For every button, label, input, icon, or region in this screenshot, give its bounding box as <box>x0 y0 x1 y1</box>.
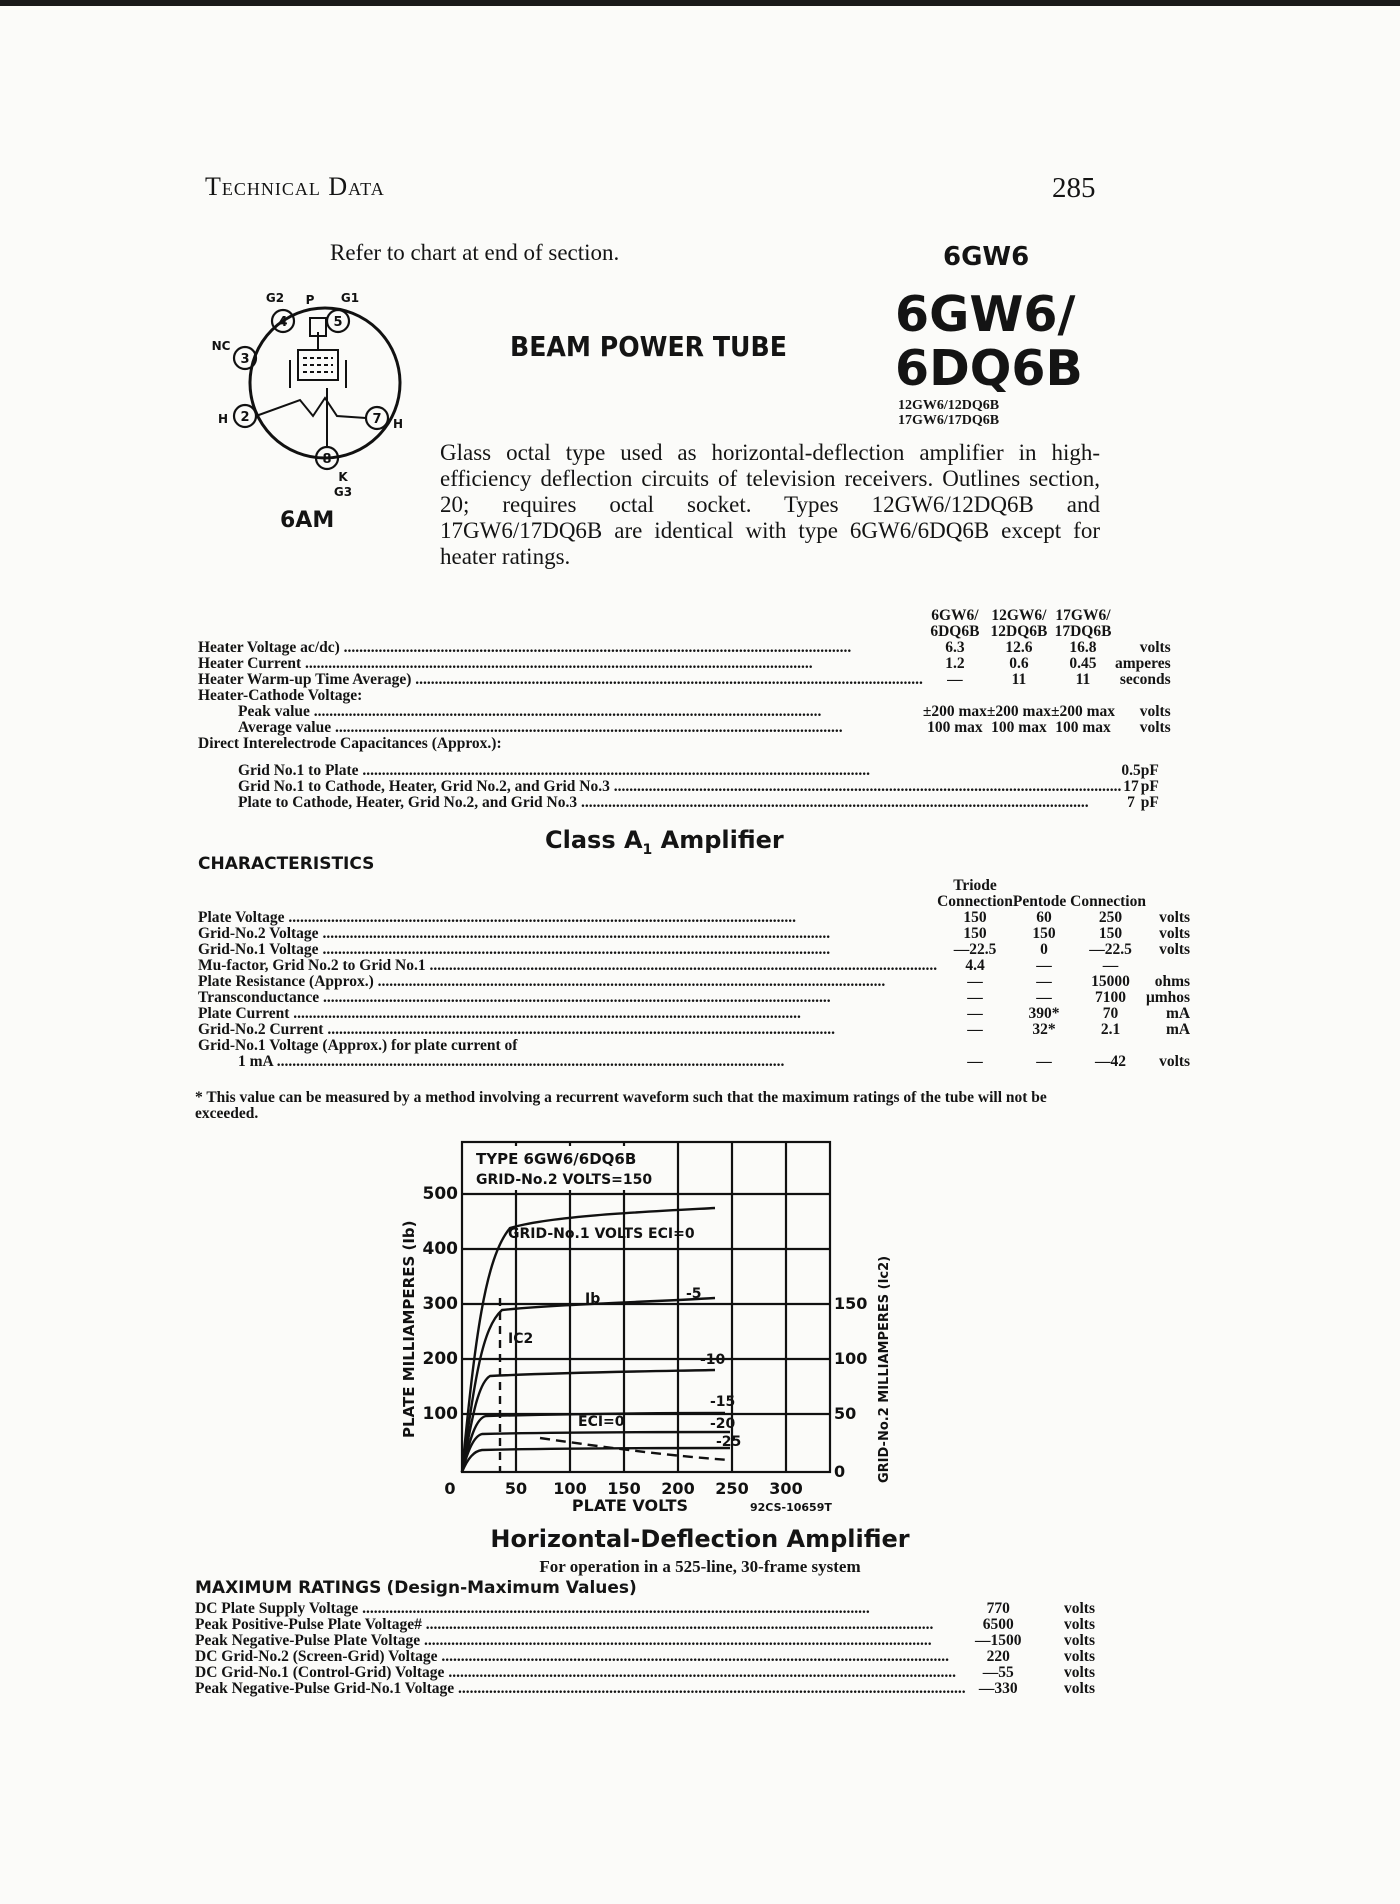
table-row <box>198 910 1190 926</box>
dot-leader: ................................................................................................................................... <box>358 1601 870 1617</box>
table-row <box>198 704 1171 720</box>
pin-3-number: 3 <box>240 352 250 367</box>
table-row <box>195 1601 1095 1617</box>
char-row-label <box>198 958 937 974</box>
graph-code: 92CS-10659T <box>750 1501 832 1514</box>
heater-value: 0.45 <box>1069 655 1097 672</box>
heater-value <box>987 688 1051 704</box>
heater-unit <box>1115 688 1171 704</box>
x-axis-label: PLATE VOLTS <box>571 1496 689 1515</box>
heater-value: ±200 max <box>1050 703 1116 720</box>
xtick-150: 150 <box>607 1479 641 1498</box>
horizontal-subtitle: For operation in a 525-line, 30-frame system <box>539 1557 861 1576</box>
dot-leader: ................................................................................................................................... <box>318 926 831 942</box>
label-nc: NC <box>211 339 231 353</box>
char-unit: volts <box>1159 1053 1191 1070</box>
dot-leader: ................................................................................................................................... <box>577 795 1089 811</box>
curve-ec1-minus25 <box>462 1448 730 1472</box>
char-value: 7100 <box>1095 989 1127 1006</box>
char-value: 32* <box>1032 1021 1056 1038</box>
dot-leader: ................................................................................................................................... <box>318 942 831 958</box>
xtick-50: 50 <box>504 1479 528 1498</box>
table-row <box>195 1681 1095 1697</box>
char-row-label <box>198 974 937 990</box>
heater-unit: amperes <box>1115 655 1171 672</box>
y2tick-50: 50 <box>834 1404 857 1423</box>
heater-row-label-text: Heater-Cathode Voltage: <box>198 688 363 704</box>
heater-row-label <box>198 640 923 656</box>
dot-leader: ................................................................................................................................... <box>272 1054 785 1070</box>
table-row <box>195 1617 1095 1633</box>
xtick-200: 200 <box>661 1479 695 1498</box>
heater-value: 12.6 <box>1005 639 1033 656</box>
scan-top-edge <box>0 0 1400 6</box>
char-value: 150 <box>963 909 987 926</box>
char-row-label-text: Grid-No.1 Voltage <box>198 942 319 958</box>
heater-value <box>1051 736 1115 752</box>
table-row <box>198 688 1171 704</box>
label-ib: Ib <box>585 1291 601 1307</box>
heater-row-label <box>198 688 923 704</box>
rating-row-label <box>195 1649 966 1665</box>
ratings-table <box>195 1601 1095 1697</box>
graph-heading-2: GRID-No.2 VOLTS=150 <box>476 1172 653 1188</box>
characteristic-curves <box>390 1138 910 1518</box>
cap-row-label <box>198 763 1121 779</box>
xtick-250: 250 <box>715 1479 749 1498</box>
y2tick-100: 100 <box>834 1349 868 1368</box>
label-minus10: -10 <box>700 1352 726 1368</box>
rating-row-label-text: Peak Positive-Pulse Plate Voltage# <box>195 1617 422 1633</box>
heater-row-label-text: Peak value <box>238 704 310 720</box>
heater-unit: seconds <box>1119 671 1171 688</box>
graph-grid <box>462 1142 830 1472</box>
char-value <box>937 1038 1013 1054</box>
table-row <box>198 795 1159 811</box>
char-value: 390* <box>1028 1005 1060 1022</box>
ratings-note: (Design-Maximum Values) <box>386 1578 637 1598</box>
dot-leader: ................................................................................................................................... <box>289 1006 801 1022</box>
label-minus20: -20 <box>710 1416 736 1432</box>
char-row-label <box>198 1022 937 1038</box>
table-row <box>198 974 1190 990</box>
char-value: — <box>1036 957 1052 974</box>
char-value: — <box>967 1021 983 1038</box>
char-value: — <box>967 973 983 990</box>
heater-unit <box>1115 736 1171 752</box>
page-number: 285 <box>1052 172 1096 204</box>
table-row <box>198 779 1159 795</box>
heater-row-label <box>198 704 923 720</box>
cap-value: 7 <box>1127 794 1135 811</box>
tube-variants <box>898 398 999 428</box>
heater-table-body <box>198 608 1171 752</box>
char-row-label-text: 1 mA <box>238 1054 273 1070</box>
heater-col-1: 12GW6/ 12DQ6B <box>990 607 1048 640</box>
char-value: — <box>967 989 983 1006</box>
tube-title-line2: 6DQ6B <box>895 340 1083 397</box>
table-row <box>198 720 1171 736</box>
dot-leader: ................................................................................................................................... <box>425 958 938 974</box>
heater-value: ±200 max <box>986 703 1051 720</box>
running-header: Technical Data <box>205 172 385 201</box>
dot-leader: ................................................................................................................................... <box>331 720 843 736</box>
pin-8-number: 8 <box>322 452 332 467</box>
char-row-label-text: Plate Voltage <box>198 910 285 926</box>
variant-1: 12GW6/12DQ6B <box>898 398 1000 413</box>
char-value: — <box>1036 973 1052 990</box>
char-value <box>1013 1038 1075 1054</box>
label-g3: G3 <box>333 485 353 499</box>
label-h-left: H <box>217 412 229 426</box>
col-triode: Triode Connection <box>937 877 1013 910</box>
char-value: — <box>967 1005 983 1022</box>
heater-row-label-text: Heater Warm-up Time Average) <box>198 672 412 688</box>
dot-leader: ................................................................................................................................... <box>319 990 831 1006</box>
dot-leader: ................................................................................................................................... <box>411 672 923 688</box>
ytick-300: 300 <box>422 1294 458 1314</box>
xtick-100: 100 <box>553 1479 587 1498</box>
char-value: — <box>1102 957 1119 974</box>
char-value: — <box>967 1053 983 1070</box>
cap-row-label-text: Grid No.1 to Cathode, Heater, Grid No.2, and Grid No.3 <box>238 779 610 795</box>
label-k: K <box>338 470 348 484</box>
heater-value: 100 max <box>1055 719 1111 736</box>
heater-row-label-text: Average value <box>238 720 332 736</box>
tube-title <box>895 288 1083 396</box>
electrode-structure <box>256 332 366 447</box>
heater-col-0: 6GW6/ 6DQ6B <box>930 607 980 640</box>
rating-row-label <box>195 1601 966 1617</box>
xtick-300: 300 <box>769 1479 803 1498</box>
characteristics-table-body <box>198 910 1190 1070</box>
table-row <box>198 736 1171 752</box>
label-minus5: -5 <box>686 1286 702 1302</box>
label-p: P <box>305 293 315 307</box>
dot-leader: ................................................................................................................................... <box>339 640 852 656</box>
col-pentode: Pentode Connection <box>1012 893 1146 910</box>
cap-unit: pF <box>1140 778 1159 795</box>
char-value: 150 <box>963 925 987 942</box>
rating-unit: volts <box>1064 1648 1095 1665</box>
rating-unit: volts <box>1064 1616 1095 1633</box>
dot-leader: ................................................................................................................................... <box>444 1665 956 1681</box>
heater-row-label <box>198 720 923 736</box>
cap-value: 0.5 <box>1121 762 1141 779</box>
horizontal-title: Horizontal-Deflection Amplifier <box>490 1525 910 1553</box>
table-row <box>195 1649 1095 1665</box>
table-row <box>198 990 1190 1006</box>
rating-row-label <box>195 1665 966 1681</box>
ytick-100: 100 <box>422 1404 458 1424</box>
heater-value <box>1051 688 1115 704</box>
heater-row-label <box>198 656 923 672</box>
table-row <box>198 942 1190 958</box>
heater-row-label <box>198 736 923 752</box>
heater-value: — <box>947 671 963 688</box>
heater-header-blank <box>198 608 923 640</box>
char-unit: mA <box>1165 1021 1191 1038</box>
ratings-label: MAXIMUM RATINGS <box>195 1578 382 1598</box>
char-unit: ohms <box>1154 973 1191 990</box>
pin-5-number: 5 <box>333 315 343 330</box>
class-a-title-rest: Amplifier <box>652 826 784 854</box>
basing-diagram <box>205 288 425 508</box>
class-a-title-sub: 1 <box>642 841 653 858</box>
dot-leader: ................................................................................................................................... <box>301 656 813 672</box>
table-row <box>198 926 1190 942</box>
char-value <box>1075 1038 1146 1054</box>
dot-leader: ................................................................................................................................... <box>437 1649 950 1665</box>
label-minus15: -15 <box>710 1394 736 1410</box>
heater-unit: volts <box>1139 719 1171 736</box>
char-row-label-text: Grid-No.2 Current <box>198 1022 324 1038</box>
rating-row-label <box>195 1681 966 1697</box>
char-value: 15000 <box>1091 973 1130 990</box>
table-row <box>198 1022 1190 1038</box>
dot-leader: ................................................................................................................................... <box>284 910 797 926</box>
heater-value: 16.8 <box>1069 639 1097 656</box>
dot-leader: ................................................................................................................................... <box>420 1633 932 1649</box>
cap-row-label <box>198 795 1121 811</box>
cap-row-label-text: Plate to Cathode, Heater, Grid No.2, and Grid No.3 <box>238 795 578 811</box>
pin-7-number: 7 <box>372 412 382 427</box>
char-unit: volts <box>1159 925 1191 942</box>
table-row <box>198 958 1190 974</box>
pin-4-number: 4 <box>278 315 288 330</box>
char-row-label-text: Transconductance <box>198 990 320 1006</box>
char-row-label <box>198 942 937 958</box>
dot-leader: ................................................................................................................................... <box>373 974 886 990</box>
char-row-label <box>198 1006 937 1022</box>
rating-row-label-text: DC Grid-No.1 (Control-Grid) Voltage <box>195 1665 445 1681</box>
char-row-label-text: Plate Current <box>198 1006 290 1022</box>
variant-2: 17GW6/17DQ6B <box>898 413 1000 428</box>
rating-unit: volts <box>1064 1632 1095 1649</box>
heater-value: 6.3 <box>945 639 965 656</box>
description: Glass octal type used as horizontal-deflection amplifier in high-efficiency deflection circuits of television receivers. Outlines section, 20; requires octal socket. Types 12GW6/12DQ6B and 17GW6/17DQ6B are identical with type 6GW6/6DQ6B except for heater ratings. <box>440 440 1100 569</box>
char-row-label <box>198 1054 937 1070</box>
rating-value: 770 <box>986 1600 1010 1617</box>
heater-col-2: 17GW6/ 17DQ6B <box>1054 607 1112 640</box>
rating-row-label-text: Peak Negative-Pulse Plate Voltage <box>195 1633 421 1649</box>
tube-tag: 6GW6 <box>943 242 1030 272</box>
char-row-label-text: Grid-No.1 Voltage (Approx.) for plate current of <box>198 1038 518 1054</box>
char-row-label <box>198 1038 937 1054</box>
heater-value: 0.6 <box>1009 655 1029 672</box>
char-value: 150 <box>1098 925 1123 942</box>
heater-row-label-text: Heater Voltage ac/dc) <box>198 640 340 656</box>
dot-leader: ................................................................................................................................... <box>609 779 1122 795</box>
table-row <box>195 1633 1095 1649</box>
table-row <box>198 1038 1190 1054</box>
rating-value: —55 <box>982 1664 1014 1681</box>
rating-row-label <box>195 1617 966 1633</box>
char-row-label-text: Grid-No.2 Voltage <box>198 926 319 942</box>
capacitance-table-body <box>198 763 1159 811</box>
label-h-right: H <box>392 417 404 431</box>
heater-unit: volts <box>1139 639 1171 656</box>
heater-row-label-text: Heater Current <box>198 656 302 672</box>
label-ec0-b: ECI=0 <box>578 1414 625 1430</box>
footnote: * This value can be measured by a method involving a recurrent waveform such that the maximum ratings of the tube will not be exceeded. <box>195 1089 1047 1122</box>
heater-table <box>198 608 1171 752</box>
char-value: 0 <box>1040 941 1048 958</box>
heater-value: 1.2 <box>945 655 965 672</box>
char-row-label-text: Plate Resistance (Approx.) <box>198 974 374 990</box>
label-g2: G2 <box>265 291 285 305</box>
curve-ec1-minus20 <box>462 1432 730 1472</box>
heater-unit: volts <box>1139 703 1171 720</box>
char-value: 2.1 <box>1100 1021 1121 1038</box>
heater-row-label <box>198 672 923 688</box>
xtick-0: 0 <box>444 1479 456 1498</box>
cap-row-label-text: Grid No.1 to Plate <box>238 763 359 779</box>
heater-value: ±200 max <box>922 703 987 720</box>
char-value: 4.4 <box>965 957 985 974</box>
rating-row-label <box>195 1633 966 1649</box>
refer-note: Refer to chart at end of section. <box>330 240 620 265</box>
table-row <box>198 1006 1190 1022</box>
char-unit: mA <box>1165 1005 1191 1022</box>
char-unit: μmhos <box>1145 989 1191 1006</box>
curve-lines <box>462 1208 730 1472</box>
class-a-title-main: Class A <box>545 826 643 854</box>
class-a-title <box>545 826 784 858</box>
heater-value: 11 <box>1011 671 1027 688</box>
characteristics-label: CHARACTERISTICS <box>198 854 375 874</box>
cap-unit: pF <box>1140 794 1159 811</box>
dot-leader: ................................................................................................................................... <box>358 763 871 779</box>
char-row-label <box>198 926 937 942</box>
table-row <box>198 672 1171 688</box>
char-value: — <box>1036 1053 1052 1070</box>
ytick-400: 400 <box>422 1239 458 1259</box>
char-value: —22.5 <box>1089 941 1132 958</box>
char-row-label-text: Mu-factor, Grid No.2 to Grid No.1 <box>198 958 426 974</box>
characteristics-table <box>198 878 1190 1070</box>
rating-unit: volts <box>1064 1664 1095 1681</box>
rating-row-label-text: Peak Negative-Pulse Grid-No.1 Voltage <box>195 1681 455 1697</box>
rating-value: —1500 <box>975 1632 1022 1649</box>
char-value: —42 <box>1095 1053 1127 1070</box>
rating-value: —330 <box>978 1680 1018 1697</box>
dot-leader: ................................................................................................................................... <box>323 1022 835 1038</box>
char-value: 60 <box>1036 909 1052 926</box>
y-axis-label-left: PLATE MILLIAMPERES (Ib) <box>400 1220 418 1438</box>
heater-value <box>923 688 987 704</box>
cap-value: 17 <box>1123 778 1139 795</box>
ratings-table-body <box>195 1601 1095 1697</box>
char-unit <box>1146 958 1190 974</box>
capacitance-table <box>198 763 1159 811</box>
heater-value: 100 max <box>927 719 983 736</box>
char-value: —22.5 <box>953 941 997 958</box>
char-value: 70 <box>1102 1005 1119 1022</box>
char-unit: volts <box>1159 941 1191 958</box>
y2tick-0: 0 <box>834 1462 846 1481</box>
y2tick-150: 150 <box>834 1294 868 1313</box>
graph-heading-1: TYPE 6GW6/6DQ6B <box>476 1150 637 1168</box>
y-axis-label-right: GRID-No.2 MILLIAMPERES (Ic2) <box>877 1255 892 1483</box>
rating-row-label-text: DC Grid-No.2 (Screen-Grid) Voltage <box>195 1649 438 1665</box>
cap-unit: pF <box>1140 762 1159 779</box>
char-row-label <box>198 990 937 1006</box>
heater-value: 100 max <box>991 719 1047 736</box>
table-row <box>195 1665 1095 1681</box>
label-g1: G1 <box>340 291 360 305</box>
table-row <box>198 656 1171 672</box>
ytick-200: 200 <box>422 1349 458 1369</box>
heater-value <box>987 736 1051 752</box>
char-row-label <box>198 910 937 926</box>
char-unit: volts <box>1159 909 1191 926</box>
heater-header-unit <box>1115 608 1171 640</box>
tube-title-line1: 6GW6/ <box>895 286 1076 343</box>
char-value: 250 <box>1098 909 1123 926</box>
label-minus25: -25 <box>716 1434 742 1450</box>
dot-leader: ................................................................................................................................... <box>309 704 822 720</box>
table-row <box>198 1054 1190 1070</box>
ratings-heading <box>195 1578 637 1598</box>
heater-value <box>923 736 987 752</box>
char-unit <box>1146 1038 1190 1054</box>
char-value: — <box>1036 989 1052 1006</box>
heater-row-label-text: Direct Interelectrode Capacitances (Approx.): <box>198 736 502 752</box>
table-row <box>198 763 1159 779</box>
dot-leader: ................................................................................................................................... <box>454 1681 966 1697</box>
rating-row-label-text: DC Plate Supply Voltage <box>195 1601 359 1617</box>
ytick-500: 500 <box>422 1184 458 1204</box>
tube-type-heading: BEAM POWER TUBE <box>510 330 787 363</box>
basing-code: 6AM <box>280 508 335 533</box>
pin-2-number: 2 <box>240 410 250 425</box>
heater-value: 11 <box>1075 671 1091 688</box>
rating-unit: volts <box>1064 1680 1095 1697</box>
table-row <box>198 640 1171 656</box>
cap-row-label <box>198 779 1121 795</box>
label-ic2: IC2 <box>508 1331 534 1347</box>
rating-value: 6500 <box>982 1616 1014 1633</box>
rating-value: 220 <box>986 1648 1010 1665</box>
char-value: 150 <box>1032 925 1056 942</box>
label-ec0: GRID-No.1 VOLTS ECI=0 <box>508 1226 695 1242</box>
rating-unit: volts <box>1064 1600 1095 1617</box>
dot-leader: ................................................................................................................................... <box>421 1617 934 1633</box>
